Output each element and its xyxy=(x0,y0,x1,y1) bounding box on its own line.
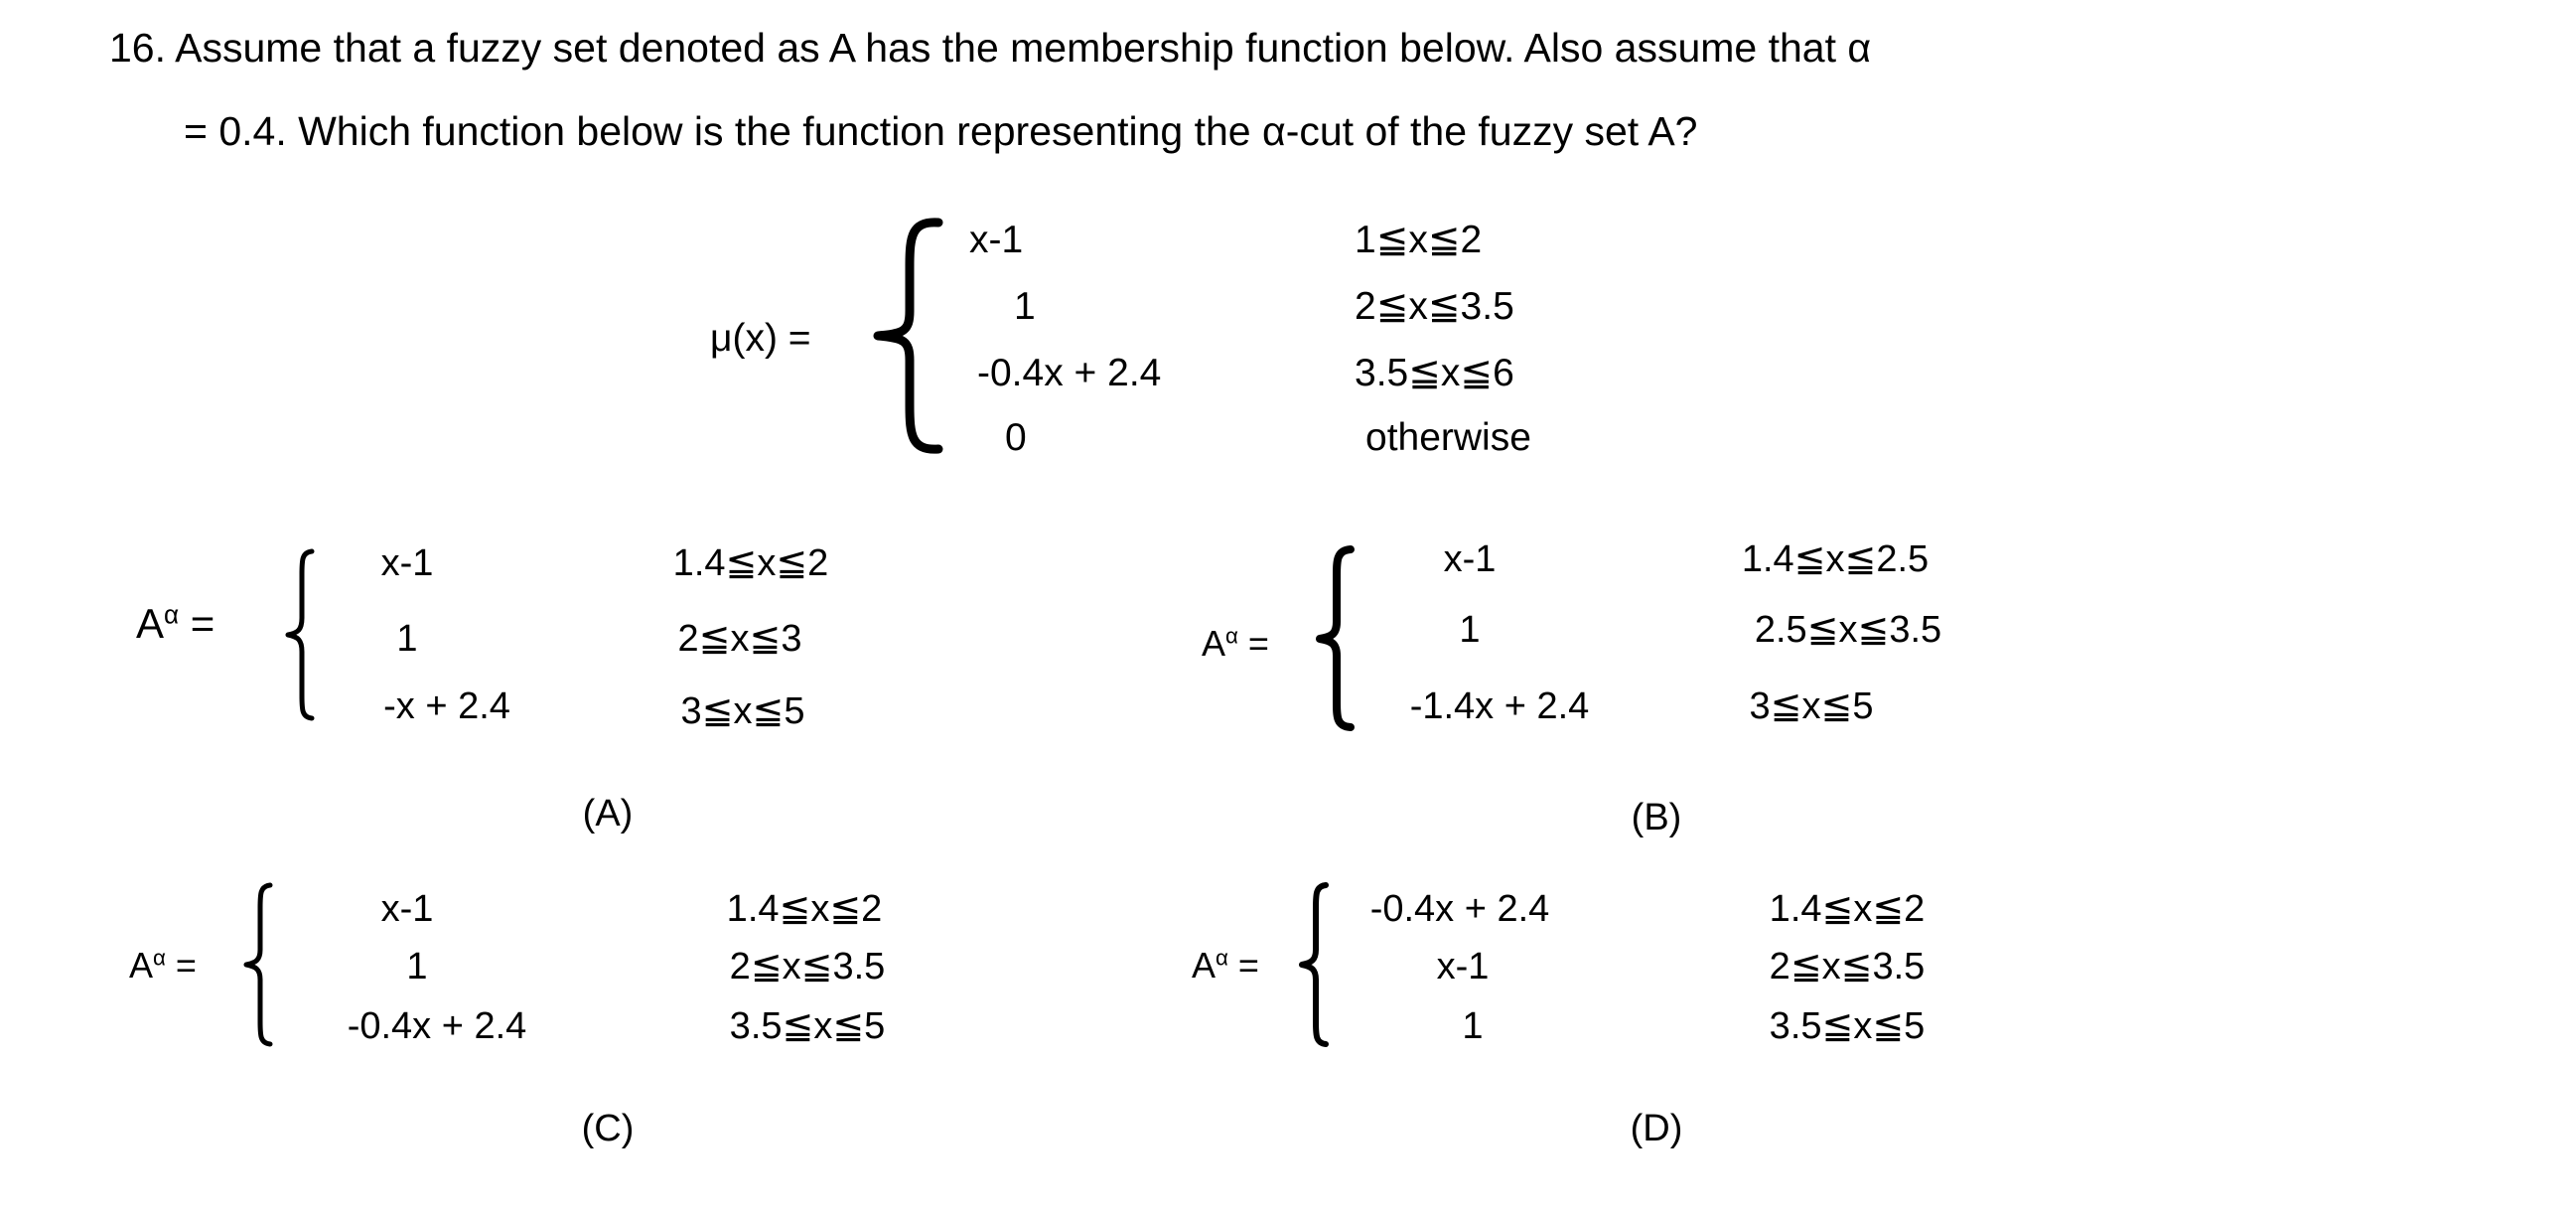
option-d-cond-3: 3.5≦x≦5 xyxy=(1769,1005,1926,1047)
option-b-expr-1: x-1 xyxy=(1443,538,1497,580)
option-d-expr-2: x-1 xyxy=(1436,946,1490,987)
option-c-expr-2: 1 xyxy=(406,946,428,987)
membership-expr-3: -0.4x + 2.4 xyxy=(977,352,1162,394)
option-a-expr-1: x-1 xyxy=(380,542,434,584)
option-c-brace xyxy=(238,880,278,1051)
option-d-expr-1: -0.4x + 2.4 xyxy=(1369,888,1550,930)
option-a-cond-1: 1.4≦x≦2 xyxy=(672,542,829,584)
option-c-cond-1: 1.4≦x≦2 xyxy=(726,888,883,930)
option-d-cond-1: 1.4≦x≦2 xyxy=(1769,888,1926,930)
option-b-letter: (B) xyxy=(1631,797,1682,838)
question-line-1: 16. Assume that a fuzzy set denoted as A has the membership function below. Also assume that α xyxy=(109,25,1872,71)
option-c-letter: (C) xyxy=(581,1108,635,1149)
option-b-cond-3: 3≦x≦5 xyxy=(1749,685,1874,727)
option-a-cond-3: 3≦x≦5 xyxy=(680,690,805,732)
option-a-expr-3: -x + 2.4 xyxy=(383,685,510,727)
membership-cond-3: 3.5≦x≦6 xyxy=(1355,352,1514,394)
option-c-cond-3: 3.5≦x≦5 xyxy=(729,1005,886,1047)
option-d-expr-3: 1 xyxy=(1462,1005,1484,1047)
option-c-expr-1: x-1 xyxy=(380,888,434,930)
membership-cond-1: 1≦x≦2 xyxy=(1355,219,1483,261)
option-c-expr-3: -0.4x + 2.4 xyxy=(347,1005,527,1047)
option-d-cond-2: 2≦x≦3.5 xyxy=(1769,946,1926,987)
option-d-brace xyxy=(1294,880,1334,1051)
option-a-lhs: $A^\alpha$ = xyxy=(136,599,215,647)
membership-brace xyxy=(864,217,943,455)
option-b-expr-2: 1 xyxy=(1459,609,1481,651)
option-a-cond-2: 2≦x≦3 xyxy=(677,618,802,660)
membership-cond-4: otherwise xyxy=(1365,416,1531,459)
option-b-brace xyxy=(1311,544,1360,733)
membership-expr-2: 1 xyxy=(1014,285,1036,328)
membership-lhs: μ(x) = xyxy=(710,317,811,360)
option-a-letter: (A) xyxy=(582,793,634,835)
option-b-lhs: $A^\alpha$ = xyxy=(1202,623,1269,664)
question-line-2: = 0.4. Which function below is the function representing the α-cut of the fuzzy set A? xyxy=(184,108,1698,154)
membership-expr-1: x-1 xyxy=(969,219,1024,261)
option-b-cond-2: 2.5≦x≦3.5 xyxy=(1754,609,1942,651)
option-d-letter: (D) xyxy=(1630,1108,1683,1149)
option-b-cond-1: 1.4≦x≦2.5 xyxy=(1741,538,1930,580)
membership-cond-2: 2≦x≦3.5 xyxy=(1355,285,1514,328)
option-d-lhs: $A^\alpha$ = xyxy=(1192,945,1259,986)
option-a-expr-2: 1 xyxy=(396,618,418,660)
option-c-cond-2: 2≦x≦3.5 xyxy=(729,946,886,987)
option-a-brace xyxy=(280,546,320,725)
option-c-lhs: $A^\alpha$ = xyxy=(129,945,197,986)
option-b-expr-3: -1.4x + 2.4 xyxy=(1409,685,1590,727)
membership-expr-4: 0 xyxy=(1005,416,1027,459)
